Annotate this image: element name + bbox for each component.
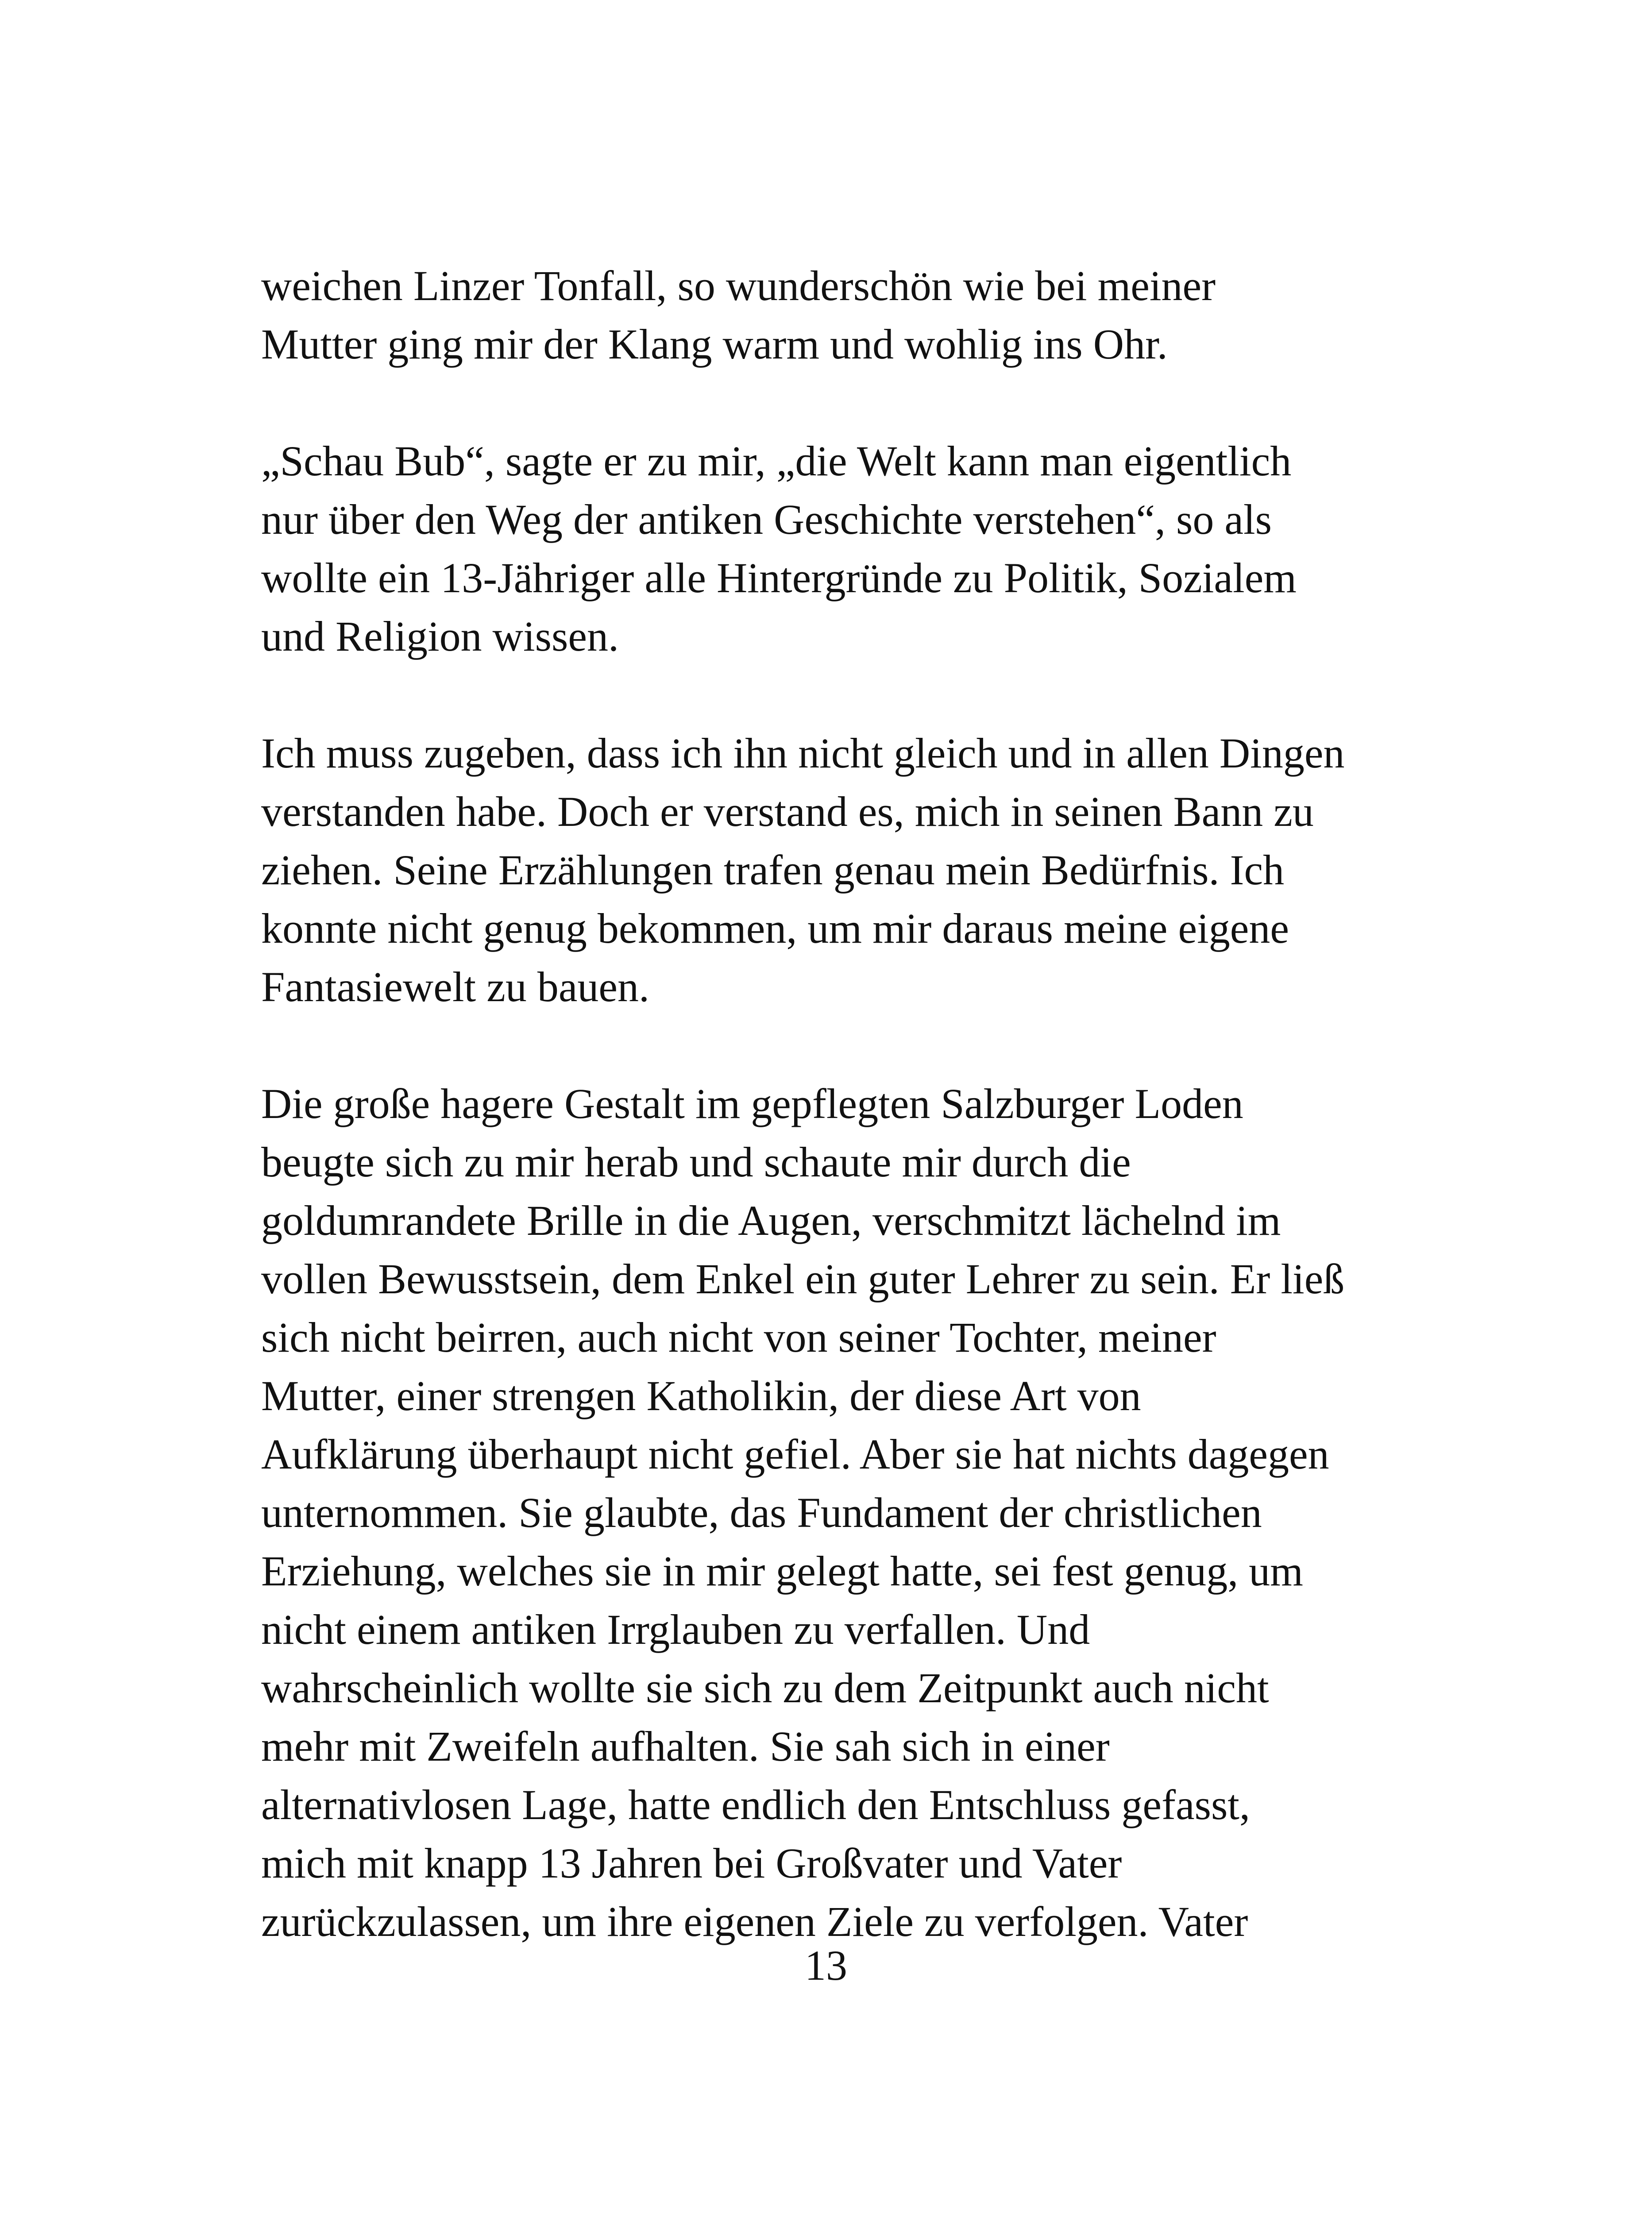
- text-line: mich mit knapp 13 Jahren bei Großvater und Vater: [261, 1839, 1122, 1887]
- text-line: konnte nicht genug bekommen, um mir daraus meine eigene: [261, 905, 1289, 952]
- text-line: mehr mit Zweifeln aufhalten. Sie sah sich in einer: [261, 1723, 1110, 1770]
- paragraph: [261, 432, 1403, 666]
- text-line: nicht einem antiken Irrglauben zu verfallen. Und: [261, 1606, 1090, 1653]
- text-line: ziehen. Seine Erzählungen trafen genau mein Bedürfnis. Ich: [261, 846, 1285, 894]
- body-text: [261, 257, 1403, 2009]
- text-line: Erziehung, welches sie in mir gelegt hatte, sei fest genug, um: [261, 1547, 1303, 1595]
- text-line: goldumrandete Brille in die Augen, verschmitzt lächelnd im: [261, 1197, 1281, 1244]
- text-line: wahrscheinlich wollte sie sich zu dem Zeitpunkt auch nicht: [261, 1664, 1269, 1712]
- text-line: unternommen. Sie glaubte, das Fundament der christlichen: [261, 1489, 1262, 1536]
- text-line: Die große hagere Gestalt im gepflegten Salzburger Loden: [261, 1080, 1243, 1127]
- text-line: alternativlosen Lage, hatte endlich den Entschluss gefasst,: [261, 1781, 1250, 1828]
- text-line: Mutter ging mir der Klang warm und wohlig ins Ohr.: [261, 320, 1168, 368]
- text-line: Aufklärung überhaupt nicht gefiel. Aber sie hat nichts dagegen: [261, 1430, 1329, 1478]
- text-line: Mutter, einer strengen Katholikin, der diese Art von: [261, 1372, 1141, 1419]
- text-line: „Schau Bub“, sagte er zu mir, „die Welt kann man eigentlich: [261, 437, 1292, 485]
- text-line: sich nicht beirren, auch nicht von seiner Tochter, meiner: [261, 1314, 1216, 1361]
- text-line: Fantasiewelt zu bauen.: [261, 963, 650, 1010]
- text-line: weichen Linzer Tonfall, so wunderschön wie bei meiner: [261, 262, 1216, 309]
- text-line: Ich muss zugeben, dass ich ihn nicht gleich und in allen Dingen: [261, 729, 1345, 777]
- paragraph: [261, 1075, 1403, 1951]
- text-line: zurückzulassen, um ihre eigenen Ziele zu verfolgen. Vater: [261, 1898, 1248, 1945]
- paragraph: [261, 257, 1403, 374]
- text-line: und Religion wissen.: [261, 613, 619, 660]
- text-line: wollte ein 13-Jähriger alle Hintergründe zu Politik, Sozialem: [261, 554, 1297, 601]
- text-line: verstanden habe. Doch er verstand es, mich in seinen Bann zu: [261, 788, 1314, 835]
- paragraph: [261, 724, 1403, 1016]
- page-number: 13: [805, 1942, 847, 1989]
- text-line: vollen Bewusstsein, dem Enkel ein guter Lehrer zu sein. Er ließ: [261, 1255, 1345, 1303]
- text-line: beugte sich zu mir herab und schaute mir durch die: [261, 1138, 1131, 1186]
- text-line: nur über den Weg der antiken Geschichte verstehen“, so als: [261, 496, 1272, 543]
